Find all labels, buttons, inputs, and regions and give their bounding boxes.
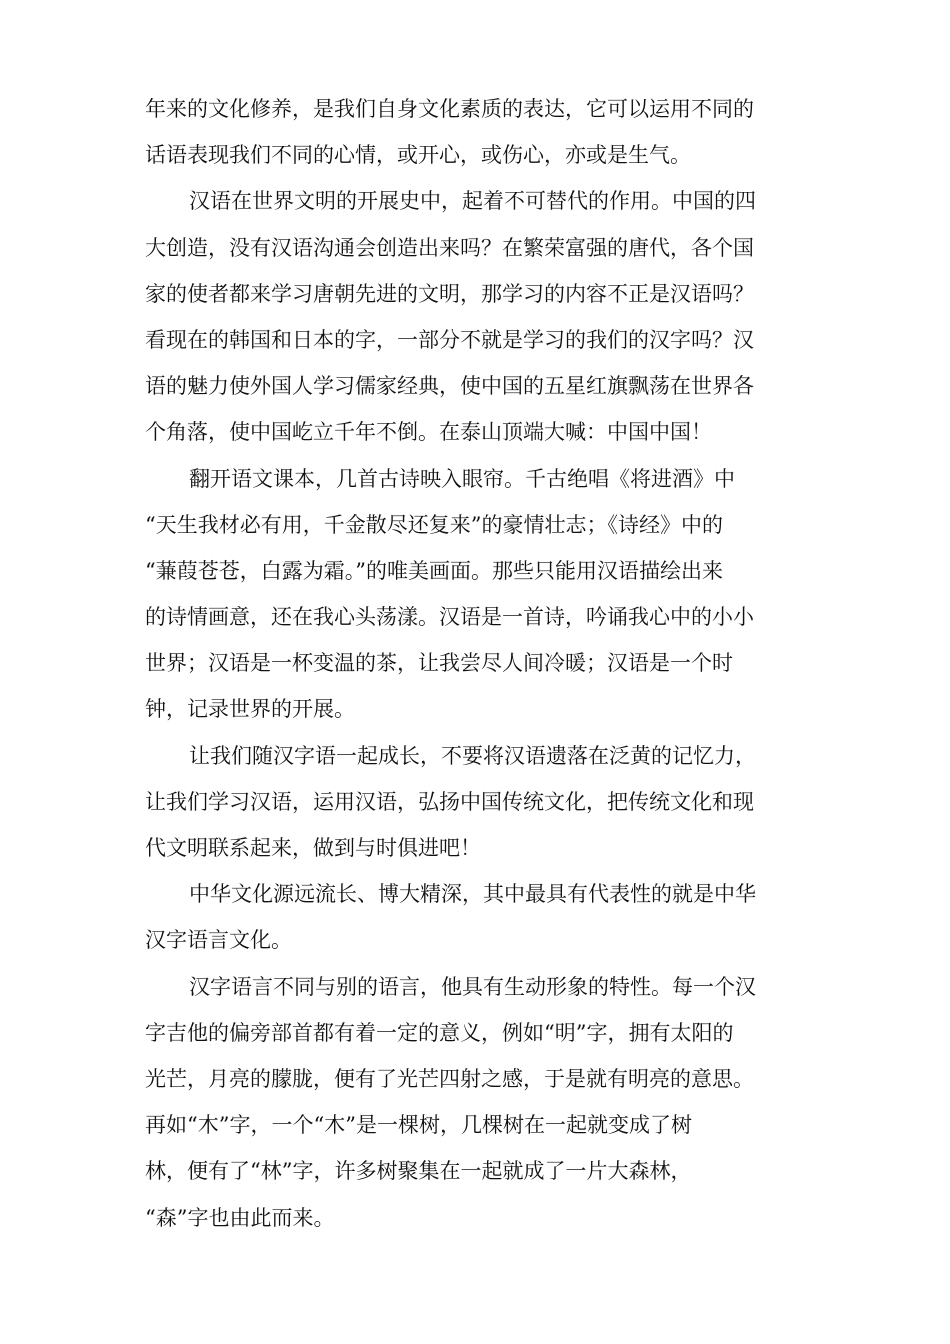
text-line: 世界；汉语是一杯变温的茶，让我尝尽人间冷暖；汉语是一个时 xyxy=(145,651,733,676)
text-line: 看现在的韩国和日本的字，一部分不就是学习的我们的汉字吗？汉 xyxy=(145,327,754,352)
text-line: 话语表现我们不同的心情，或开心，或伤心，亦或是生气。 xyxy=(145,143,691,168)
text-line: 代文明联系起来，做到与时俱进吧！ xyxy=(145,836,481,860)
paragraph-5 xyxy=(145,871,805,963)
text-line: 年来的文化修养，是我们自身文化素质的表达，它可以运用不同的 xyxy=(145,97,754,121)
text-line: “蒹葭苍苍，白露为霜。”的唯美画面。那些只能用汉语描绘出来 xyxy=(145,558,723,583)
paragraph-6 xyxy=(145,964,805,1241)
text-line: 光芒，月亮的朦胧，便有了光芒四射之感，于是就有明亮的意思。 xyxy=(145,1066,754,1091)
text-line: 汉字语言不同与别的语言，他具有生动形象的特性。每一个汉 xyxy=(189,974,756,999)
paragraph-1 xyxy=(145,86,805,178)
text-line: 字吉他的偏旁部首都有着一定的意义，例如“明”字，拥有太阳的 xyxy=(145,1020,734,1045)
text-line: 语的魅力使外国人学习儒家经典，使中国的五星红旗飘荡在世界各 xyxy=(145,374,754,399)
text-line: 家的使者都来学习唐朝先进的文明，那学习的内容不正是汉语吗？ xyxy=(145,281,754,306)
document-page xyxy=(145,86,805,1241)
paragraph-3 xyxy=(145,456,805,733)
text-line: 翻开语文课本，几首古诗映入眼帘。千古绝唱《将进酒》中 xyxy=(189,466,735,491)
text-line: 的诗情画意，还在我心头荡漾。汉语是一首诗，吟诵我心中的小小 xyxy=(145,605,754,630)
text-line: 让我们随汉字语一起成长，不要将汉语遗落在泛黄的记忆力， xyxy=(189,743,756,768)
paragraph-2 xyxy=(145,178,805,455)
text-line: 大创造，没有汉语沟通会创造出来吗？在繁荣富强的唐代，各个国 xyxy=(145,235,754,260)
text-line: 汉字语言文化。 xyxy=(145,928,292,953)
text-line: “天生我材必有用，千金散尽还复来”的豪情壮志；《诗经》中的 xyxy=(145,512,723,537)
text-line: 让我们学习汉语，运用汉语，弘扬中国传统文化，把传统文化和现 xyxy=(145,789,754,814)
text-line: 林，便有了“林”字，许多树聚集在一起就成了一片大森林， xyxy=(145,1159,692,1184)
text-line: 中华文化源远流长、博大精深，其中最具有代表性的就是中华 xyxy=(189,882,756,907)
paragraph-4 xyxy=(145,733,805,872)
text-line: 再如“木”字，一个“木”是一棵树，几棵树在一起就变成了树 xyxy=(145,1113,692,1138)
text-line: 汉语在世界文明的开展史中，起着不可替代的作用。中国的四 xyxy=(189,189,756,214)
text-line: 个角落，使中国屹立千年不倒。在泰山顶端大喊：中国中国！ xyxy=(145,420,712,445)
text-line: “森”字也由此而来。 xyxy=(145,1205,335,1230)
text-line: 钟，记录世界的开展。 xyxy=(145,697,355,722)
